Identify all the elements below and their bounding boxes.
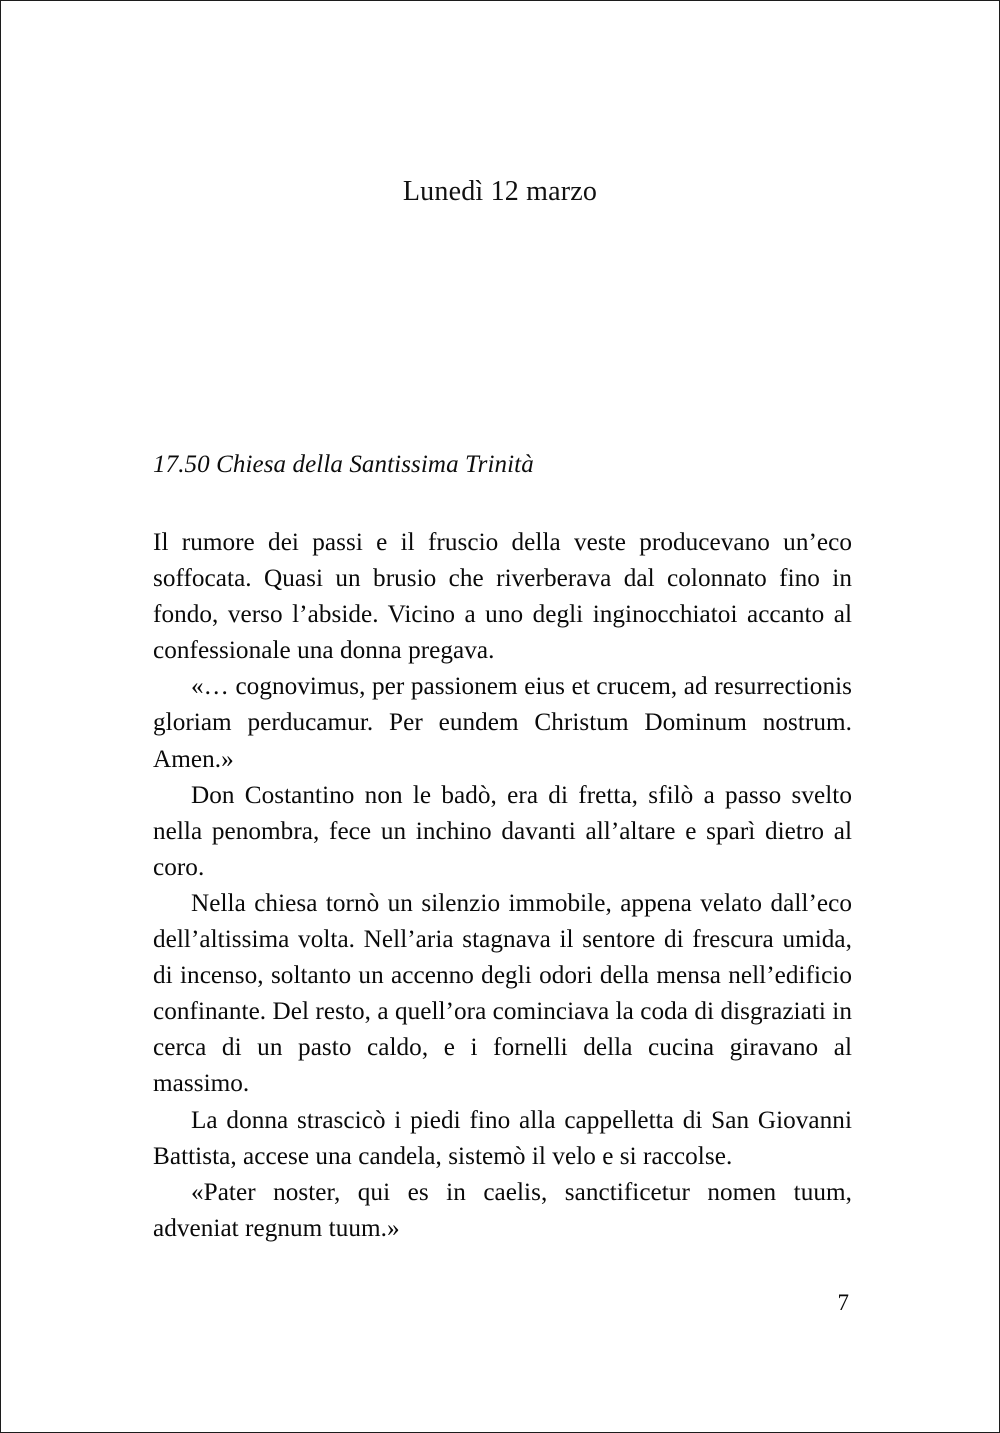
text-block <box>153 449 852 1247</box>
page-number-value: 7 <box>837 1290 849 1315</box>
scene-heading: 17.50 Chiesa della Santissima Trinità <box>153 451 534 478</box>
paragraph: «… cognovimus, per passionem eius et crucem, ad resurrectionis gloriam perducamur. Per eundem Christum Dominum nostrum. Amen.» <box>153 673 852 773</box>
chapter-title: Lunedì 12 marzo <box>402 175 598 207</box>
paragraph: La donna strascicò i piedi fino alla cappelletta di San Giovanni Battista, accese una candela, sistemò il velo e si raccolse. <box>153 1106 852 1170</box>
paragraph: «Pater noster, qui es in caelis, sanctificetur nomen tuum, adveniat regnum tuum.» <box>153 1178 852 1242</box>
paragraph: Don Costantino non le badò, era di fretta, sfilò a passo svelto nella penombra, fece un inchino davanti all’altare e sparì dietro al coro. <box>153 781 852 881</box>
paragraph: Il rumore dei passi e il fruscio della veste producevano un’eco soffocata. Quasi un brusio che riverberava dal colonnato fino in fondo, verso l’abside. Vicino a uno degli inginocchiatoi accanto al confessionale una donna pregava. <box>153 529 852 665</box>
paragraph: Nella chiesa tornò un silenzio immobile, appena velato dall’eco dell’altissima volta. Nell’aria stagnava il sentore di frescura umida, di incenso, soltanto un accenno degli odori della mensa nell’edificio confinante. Del resto, a quell’ora cominciava la coda di disgraziati in cerca di un pasto caldo, e i fornelli della cucina giravano al massimo. <box>153 889 852 1098</box>
body-copy <box>153 525 852 1247</box>
